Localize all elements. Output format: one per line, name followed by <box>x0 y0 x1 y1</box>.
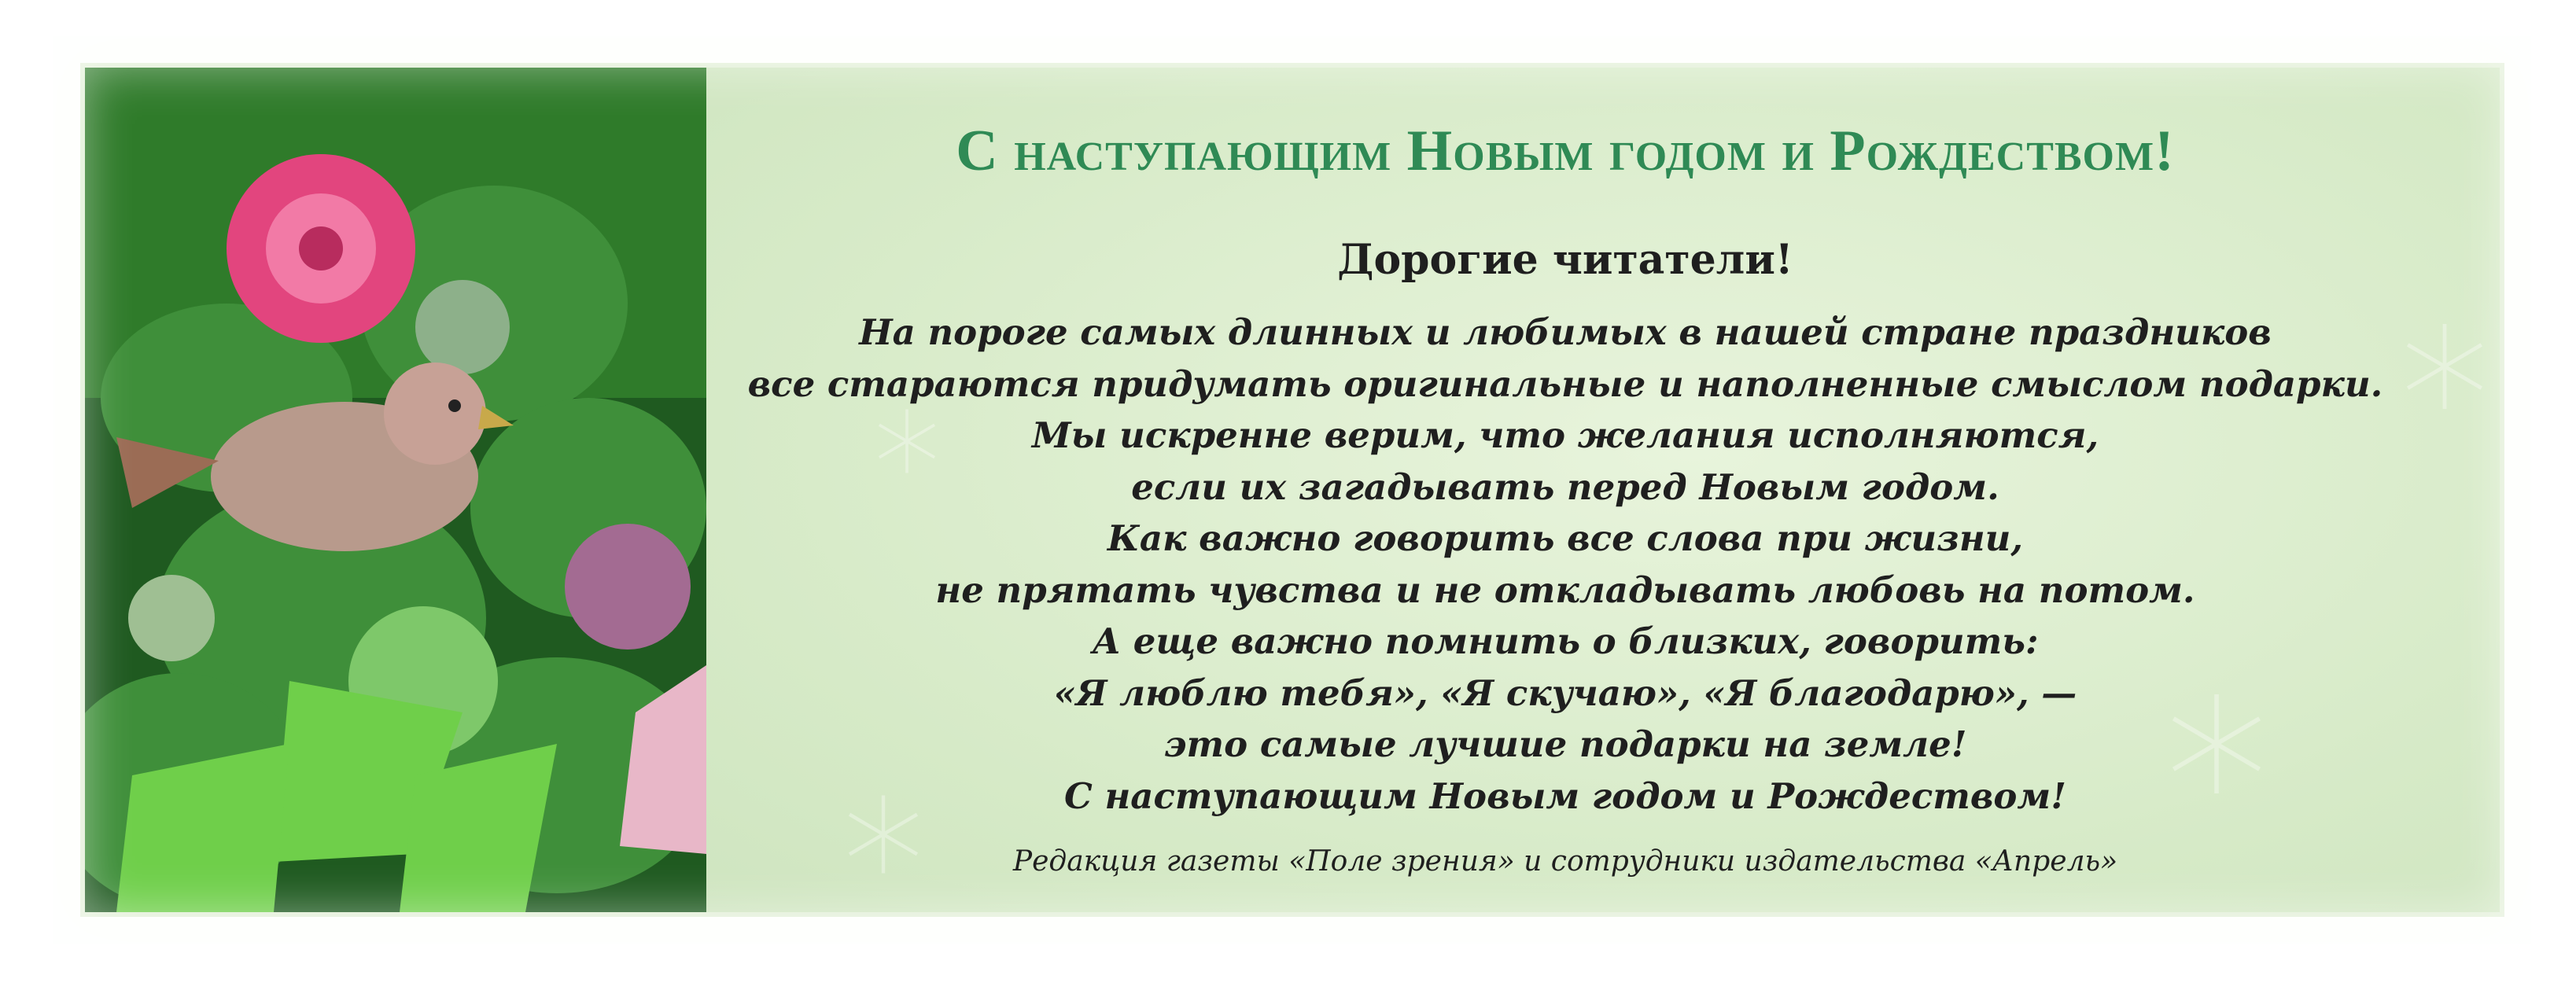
body-line: все стараются придумать оригинальные и наполненные смыслом подарки. <box>747 363 2383 405</box>
flower-icon <box>227 154 415 343</box>
signature: Редакция газеты «Поле зрения» и сотрудники издательства «Апрель» <box>1012 845 2118 878</box>
card-title: С наступающим Новым годом и Рождеством! <box>956 119 2175 183</box>
bouquet-photo <box>85 68 706 912</box>
body-line: не прятать чувства и не откладывать любовь на потом. <box>935 569 2195 611</box>
body-line: Как важно говорить все слова при жизни, <box>1107 517 2024 559</box>
greeting-heading: Дорогие читатели! <box>1337 236 1793 284</box>
body-line: С наступающим Новым годом и Рождеством! <box>1064 775 2066 817</box>
body-line: «Я люблю тебя», «Я скучаю», «Я благодарю», — <box>1053 672 2077 714</box>
body-line: это самые лучшие подарки на земле! <box>1163 723 1967 765</box>
body-line: А еще важно помнить о близких, говорить: <box>1092 620 2039 662</box>
body-line: На пороге самых длинных и любимых в нашей стране праздников <box>859 311 2272 353</box>
body-line: если их загадывать перед Новым годом. <box>1131 466 1999 508</box>
body-line: Мы искренне верим, что желания исполняются, <box>1031 414 2099 456</box>
greeting-body <box>653 307 2478 822</box>
